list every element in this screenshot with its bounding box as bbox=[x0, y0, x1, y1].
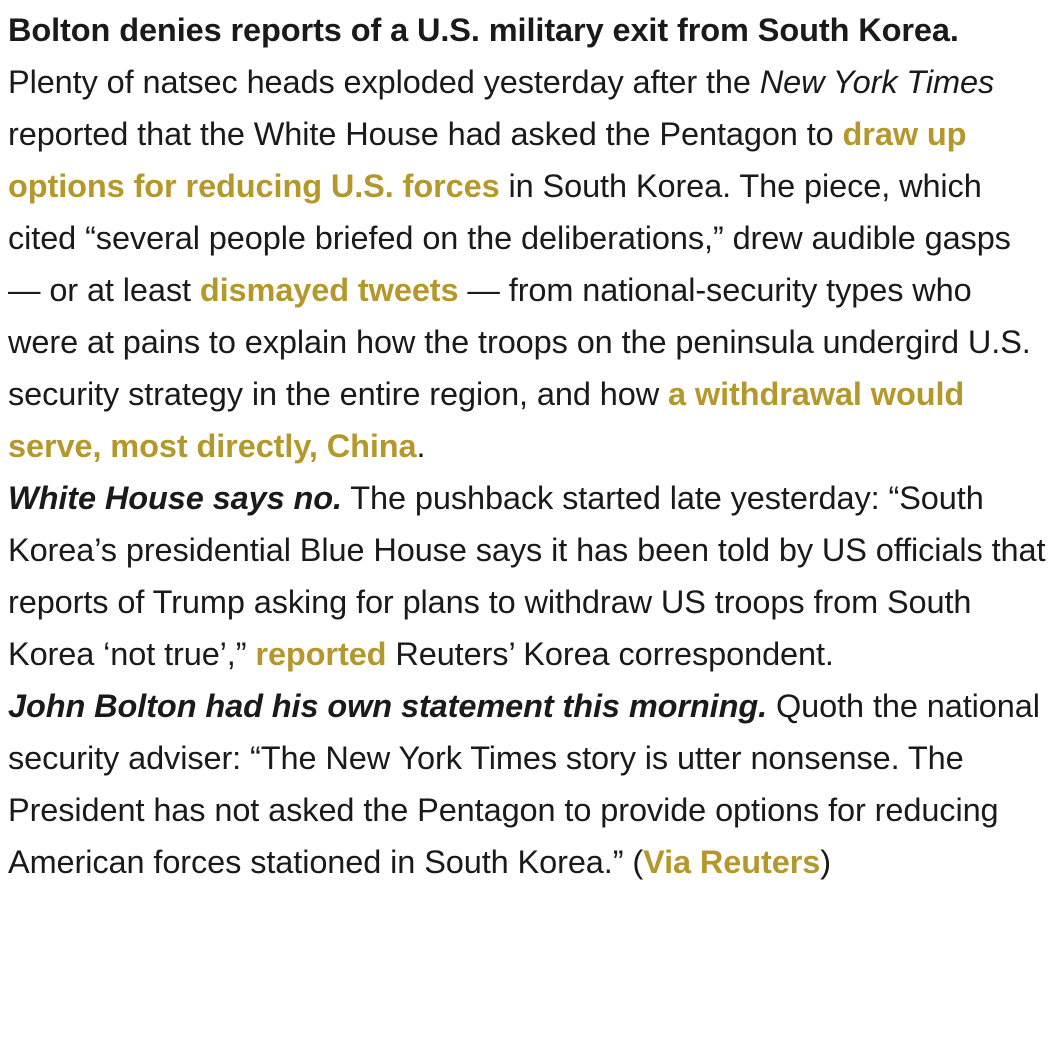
paragraph-bolton-denies bbox=[8, 4, 1048, 472]
body-text: The pushback started late yesterday: “South Korea’s presidential Blue House says it has been told by US officials that reports of Trump asking for plans to withdraw US troops from South Korea ‘not true’,” bbox=[8, 480, 1046, 672]
body-text: . bbox=[416, 428, 426, 464]
link-via-reuters[interactable]: Via Reuters bbox=[643, 844, 821, 880]
article-body bbox=[8, 4, 1048, 888]
body-text: reported that the White House had asked the Pentagon to bbox=[8, 116, 843, 152]
publication-name: New York Times bbox=[759, 64, 995, 100]
link-dismayed-tweets[interactable]: dismayed tweets bbox=[199, 272, 459, 308]
lead-heading-white-house: White House says no. bbox=[8, 480, 342, 516]
body-text: — from national-security types who were at pains to explain how the troops on the peninsula undergird U.S. security strategy in the entire region, and how bbox=[8, 272, 1031, 412]
link-withdrawal-serve-china[interactable]: a withdrawal would serve, most directly, China bbox=[8, 376, 965, 464]
paragraph-bolton-statement bbox=[8, 680, 1048, 888]
body-text: Reuters’ Korea correspondent. bbox=[386, 636, 834, 672]
body-text: ) bbox=[820, 844, 831, 880]
link-reported[interactable]: reported bbox=[255, 636, 387, 672]
body-text: Plenty of natsec heads exploded yesterday after the bbox=[8, 64, 760, 100]
lead-heading-bolton-denies: Bolton denies reports of a U.S. military exit from South Korea. bbox=[8, 12, 959, 48]
body-text: in South Korea. The piece, which cited “several people briefed on the deliberations,” drew audible gasps — or at least bbox=[8, 168, 1011, 308]
lead-heading-bolton-statement: John Bolton had his own statement this morning. bbox=[8, 688, 768, 724]
link-draw-up-options[interactable]: draw up options for reducing U.S. forces bbox=[8, 116, 967, 204]
body-text: Quoth the national security adviser: “The New York Times story is utter nonsense. The President has not asked the Pentagon to provide options for reducing American forces stationed in South Korea.” ( bbox=[8, 688, 1040, 880]
paragraph-white-house-says-no bbox=[8, 472, 1048, 680]
